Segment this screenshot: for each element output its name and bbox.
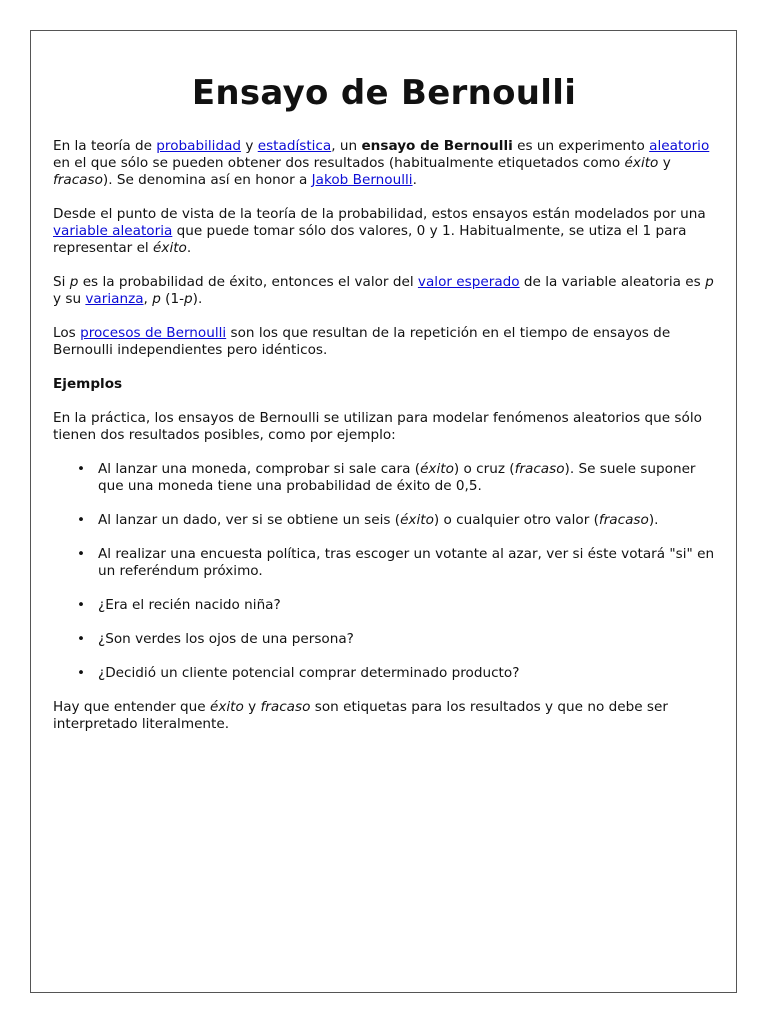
link-probabilidad[interactable]: probabilidad [156, 138, 242, 154]
text: . [412, 172, 417, 188]
text: (1- [160, 291, 185, 307]
text: ). [648, 512, 659, 528]
text: ) o cruz ( [453, 461, 515, 477]
italic-term: éxito [153, 240, 187, 256]
bullet-icon: • [77, 631, 86, 647]
bullet-icon: • [77, 546, 86, 562]
model-paragraph [53, 206, 715, 257]
link-valor-esperado[interactable]: valor esperado [417, 274, 520, 290]
italic-term: fracaso [514, 461, 565, 477]
text: Los [53, 325, 81, 341]
text: que puede tomar sólo dos valores, 0 y 1. Habitualmente, se utiza el 1 para representar el [53, 223, 687, 256]
term-bold: ensayo de Bernoulli [361, 138, 513, 154]
closing-paragraph [53, 699, 715, 733]
processes-paragraph [53, 325, 715, 359]
examples-intro-paragraph: En la práctica, los ensayos de Bernoulli se utilizan para modelar fenómenos aleatorios que sólo tienen dos resultados posibles, como por ejemplo: [53, 410, 702, 443]
expectation-paragraph [53, 274, 715, 308]
section-heading-ejemplos: Ejemplos [53, 376, 123, 392]
text: en el que sólo se pueden obtener dos resultados (habitualmente etiquetados como [53, 155, 625, 171]
text: y [658, 155, 671, 171]
link-varianza[interactable]: varianza [85, 291, 144, 307]
text: Al lanzar un dado, ver si se obtiene un seis ( [98, 512, 401, 528]
italic-term: éxito [420, 461, 454, 477]
text: Si [53, 274, 70, 290]
text: es la probabilidad de éxito, entonces el valor del [78, 274, 418, 290]
text: En la teoría de [53, 138, 157, 154]
text: , un [331, 138, 362, 154]
italic-var: p [184, 291, 193, 307]
link-procesos-bernoulli[interactable]: procesos de Bernoulli [80, 325, 227, 341]
text: y [243, 699, 261, 715]
text: ) o cualquier otro valor ( [433, 512, 599, 528]
text: . [186, 240, 192, 256]
bullet-icon: • [77, 512, 86, 528]
text: Al realizar una encuesta política, tras escoger un votante al azar, ver si éste votará "si" en un referéndum próximo. [98, 546, 715, 579]
text: son los que resultan de la repetición en el tiempo de ensayos de Bernoulli independientes pero idénticos. [53, 325, 671, 358]
document-page [30, 30, 737, 993]
italic-term: fracaso [53, 172, 103, 188]
italic-term: fracaso [260, 699, 311, 715]
link-jakob-bernoulli[interactable]: Jakob Bernoulli [311, 172, 413, 188]
italic-term: fracaso [598, 512, 649, 528]
text: y [241, 138, 258, 154]
link-estadistica[interactable]: estadística [257, 138, 332, 154]
list-item [77, 512, 715, 529]
text: Al lanzar una moneda, comprobar si sale cara ( [98, 461, 421, 477]
text: ). Se denomina así en honor a [102, 172, 312, 188]
text: , [143, 291, 153, 307]
italic-var: p [152, 291, 161, 307]
text: ). [192, 291, 203, 307]
italic-term: éxito [209, 699, 244, 715]
italic-term: éxito [400, 512, 434, 528]
bullet-icon: • [77, 461, 86, 477]
text: es un experimento [512, 138, 650, 154]
link-variable-aleatoria[interactable]: variable aleatoria [53, 223, 173, 239]
text: Hay que entender que [53, 699, 210, 715]
italic-term: éxito [624, 155, 659, 171]
text: Desde el punto de vista de la teoría de la probabilidad, estos ensayos están modelados por una [53, 206, 706, 222]
text: ). Se suele suponer que una moneda tiene una probabilidad de éxito de 0,5. [98, 461, 696, 494]
text: ¿Decidió un cliente potencial comprar determinado producto? [98, 665, 520, 681]
intro-paragraph [53, 138, 715, 189]
list-item [77, 665, 715, 682]
italic-var: p [705, 274, 714, 290]
italic-var: p [69, 274, 79, 290]
page-title: Ensayo de Bernoulli [191, 73, 577, 113]
list-item [77, 546, 715, 580]
bullet-icon: • [77, 597, 86, 613]
text: y su [53, 291, 86, 307]
text: son etiquetas para los resultados y que no debe ser interpretado literalmente. [53, 699, 668, 732]
bullet-icon: • [77, 665, 86, 681]
link-aleatorio[interactable]: aleatorio [649, 138, 710, 154]
document-content [53, 73, 715, 750]
text: ¿Era el recién nacido niña? [98, 597, 281, 613]
list-item [77, 597, 715, 614]
list-item [77, 461, 715, 495]
text: de la variable aleatoria es [519, 274, 706, 290]
text: ¿Son verdes los ojos de una persona? [98, 631, 354, 647]
list-item [77, 631, 715, 648]
examples-list [53, 461, 715, 682]
